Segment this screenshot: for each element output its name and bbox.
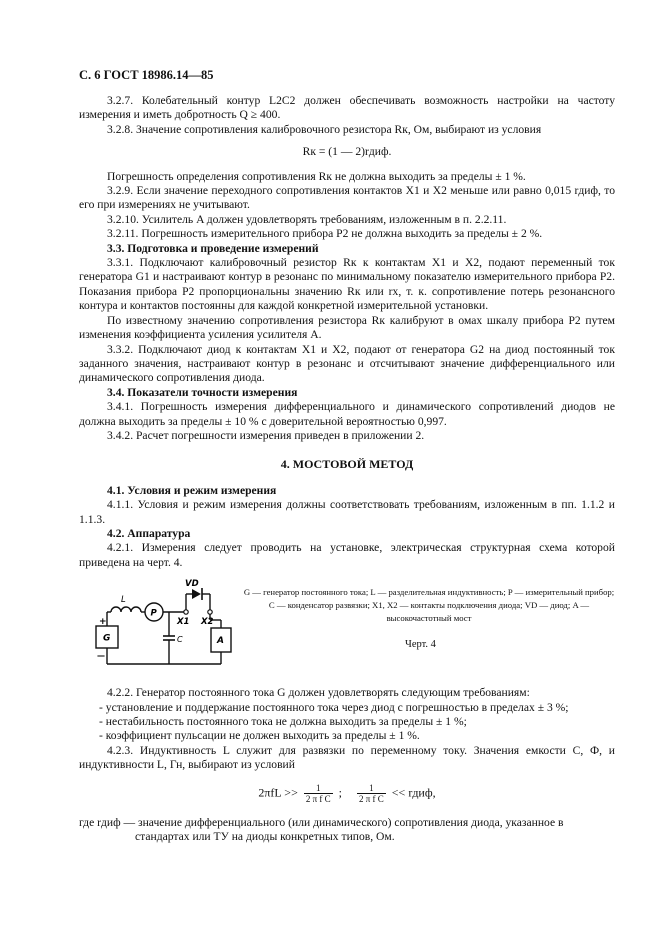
- paragraph-3-2-8: 3.2.8. Значение сопротивления калибровочного резистора Rк, Ом, выбирают из условия: [107, 122, 542, 136]
- paragraph-4-2-2: 4.2.2. Генератор постоянного тока G должен удовлетворять следующим требованиям:: [107, 686, 530, 700]
- paragraph-3-4-1: 3.4.1. Погрешность измерения дифференциального и динамического сопротивлений диодов не должна выходить за пределы ± 10 % с доверительной вероятностью 0,997.: [79, 400, 615, 428]
- label-l: L: [121, 595, 126, 606]
- label-plus: +: [99, 617, 107, 628]
- formula-lc-left: 2πfL >>: [258, 784, 298, 799]
- label-vd: VD: [185, 579, 199, 590]
- label-minus: —: [97, 651, 105, 661]
- heading-4-2: 4.2. Аппаратура: [107, 526, 191, 540]
- formula-rk: Rк = (1 — 2)rдиф.: [302, 145, 392, 159]
- page-header: С. 6 ГОСТ 18986.14—85: [79, 68, 214, 82]
- paragraph-3-2-7: 3.2.7. Колебательный контур L2C2 должен обеспечивать возможность настройки на частоту измерения и иметь добротность Q ≥ 400.: [79, 94, 615, 122]
- paragraph-3-2-10: 3.2.10. Усилитель A должен удовлетворять требованиям, изложенным в п. 2.2.11.: [107, 212, 507, 226]
- note-rdif: где rдиф — значение дифференциального (или динамического) сопротивления диода, указанное в стандартах или ТУ на диоды конкретных типов, Ом.: [79, 815, 564, 844]
- list-item-1-text: установление и поддержание постоянного тока через диод с погрешностью в пределах ± 3 %;: [105, 700, 569, 714]
- diode-symbol: [192, 589, 201, 599]
- label-x1: X1: [177, 617, 190, 628]
- paragraph-3-4-2: 3.4.2. Расчет погрешности измерения приведен в приложении 2.: [107, 428, 425, 442]
- page-content: [79, 94, 615, 844]
- paragraph-3-3-1: 3.3.1. Подключают калибровочный резистор Rк к контактам X1 и X2, подают переменный ток генератора G1 и настраивают контур в резонанс по минимальному показателю измерительного прибора P2. Показания прибора P2 пропорциональны значению Rк или rх, т. к. сопротивление потерь резонансного контура и контактов постоянны для каждой конкретной измерительной установки.: [79, 256, 615, 313]
- label-c: C: [177, 635, 183, 645]
- inductor-symbol: [111, 607, 141, 612]
- fraction-2-denominator: 2 π f C: [358, 793, 384, 804]
- fraction-1-numerator: 1: [304, 783, 333, 794]
- figure-number: Черт. 4: [405, 639, 436, 651]
- circuit-schematic: [89, 576, 239, 676]
- paragraph-4-1-1: 4.1.1. Условия и режим измерения должны соответствовать требованиям, изложенным в пп. 1.1.2 и 1.1.3.: [79, 498, 615, 526]
- paragraph-3-3-2: 3.3.2. Подключают диод к контактам X1 и X2, подают от генератора G2 на диод постоянный ток заданного значения, настраивают контур в резонанс и отсчитывают значение дифференциального или динамического сопротивления диода.: [79, 342, 615, 385]
- formula-lc-right: << rдиф,: [391, 784, 436, 799]
- list-item-3: - коэффициент пульсации не должен выходить за пределы ± 1 %.: [99, 729, 420, 743]
- paragraph-3-2-11: 3.2.11. Погрешность измерительного прибора P2 не должна выходить за пределы ± 2 %.: [107, 227, 543, 241]
- paragraph-calibration: По известному значению сопротивления резистора Rк калибруют в омах шкалу прибора P2 путем изменения коэффициента усиления усилителя A.: [79, 313, 615, 342]
- fraction-1-denominator: 2 π f C: [305, 793, 331, 804]
- heading-3-4: 3.4. Показатели точности измерения: [107, 385, 298, 399]
- list-item-2-text: нестабильность постоянного тока не должна выходить за пределы ± 1 %;: [105, 715, 467, 728]
- paragraph-4-2-1: 4.2.1. Измерения следует проводить на установке, электрическая структурная схема которой приведена на черт. 4.: [79, 541, 615, 569]
- label-x2: X2: [201, 617, 214, 628]
- figure-4: [79, 576, 615, 678]
- formula-lc-fraction-1: [304, 783, 333, 804]
- formula-lc-separator: ;: [338, 784, 342, 799]
- figure-caption: G — генератор постоянного тока; L — разделительная индуктивность; P — измерительный прибор; C — конденсатор развязки; X1, X2 — контакты подключения диода; VD — диод; A — высокочастотный мост: [243, 587, 615, 624]
- heading-4-1: 4.1. Условия и режим измерения: [107, 483, 277, 497]
- list-item-3-text: коэффициент пульсации не должен выходить за пределы ± 1 %.: [105, 729, 420, 743]
- paragraph-3-2-9: 3.2.9. Если значение переходного сопротивления контактов X1 и X2 меньше или равно 0,015 rдиф, то его при измерениях не учитывают.: [79, 184, 615, 212]
- heading-3-3: 3.3. Подготовка и проведение измерений: [107, 241, 319, 255]
- formula-lc-fraction-2: [357, 783, 386, 804]
- paragraph-4-2-3: 4.2.3. Индуктивность L служит для развязки по переменному току. Значения емкости C, Ф, и индуктивности L, Гн, выбирают из условий: [79, 743, 615, 772]
- formula-lc: [79, 783, 615, 804]
- list-item-1: - установление и поддержание постоянного тока через диод с погрешностью в пределах ± 3 %;: [99, 700, 569, 714]
- label-g: G: [103, 633, 111, 644]
- list-item-2: - нестабильность постоянного тока не должна выходить за пределы ± 1 %;: [99, 715, 467, 728]
- section-title-4: 4. МОСТОВОЙ МЕТОД: [280, 457, 414, 472]
- label-p: P: [150, 608, 157, 619]
- fraction-2-numerator: 1: [357, 783, 386, 794]
- paragraph-rk-error: Погрешность определения сопротивления Rк не должна выходить за пределы ± 1 %.: [107, 169, 526, 183]
- label-a: A: [217, 636, 224, 647]
